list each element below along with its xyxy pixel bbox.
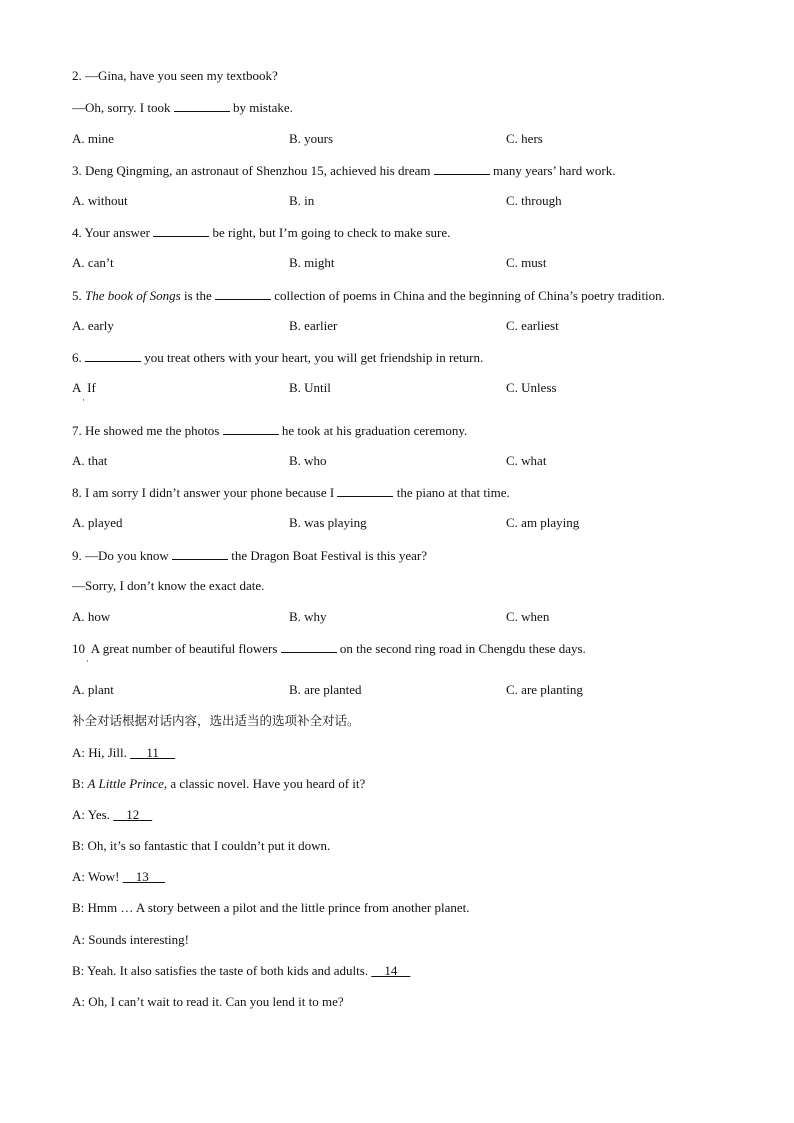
question-text-part: the piano at that time. — [393, 485, 510, 500]
option-b: B. might — [289, 255, 335, 270]
option-c: C. through — [506, 193, 562, 208]
option-b: B. why — [289, 609, 327, 624]
option-c: C. must — [506, 255, 547, 270]
dialogue-line — [72, 963, 410, 979]
dialogue-line: B: Hmm … A story between a pilot and the little prince from another planet. — [72, 900, 470, 915]
option-a: A. that — [72, 453, 108, 468]
question-6-text — [72, 349, 483, 366]
dialogue-line — [72, 869, 165, 885]
question-7-text — [72, 422, 467, 439]
option-a: A. early — [72, 318, 114, 333]
option-a: A. can’t — [72, 255, 114, 270]
dialogue-text: B: Yeah. It also satisfies the taste of both kids and adults. — [72, 963, 372, 978]
question-text-part: 6. — [72, 350, 85, 365]
dialogue-line: B: Oh, it’s so fantastic that I couldn’t put it down. — [72, 838, 331, 853]
question-text-part: 10 A great number of beautiful flowers — [72, 641, 281, 656]
question-text-part: collection of poems in China and the beginning of China’s poetry tradition. — [271, 288, 665, 303]
answer-blank — [434, 162, 490, 175]
question-10-text — [72, 640, 586, 657]
dialogue-text: , a classic novel. Have you heard of it? — [163, 776, 366, 791]
question-2-text: 2. —Gina, have you seen my textbook? — [72, 68, 278, 83]
option-c: C. are planting — [506, 682, 583, 697]
answer-blank — [85, 349, 141, 362]
option-c: C. what — [506, 453, 547, 468]
option-c: C. Unless — [506, 380, 557, 395]
option-a: A. played — [72, 515, 123, 530]
option-b: B. earlier — [289, 318, 338, 333]
dialogue-line — [72, 807, 152, 823]
option-b: B. are planted — [289, 682, 362, 697]
numbered-blank: 12 — [113, 807, 153, 822]
dialogue-line — [72, 776, 365, 792]
option-c: C. when — [506, 609, 550, 624]
book-title: A Little Prince — [87, 776, 164, 791]
question-9-reply: —Sorry, I don’t know the exact date. — [72, 578, 265, 593]
question-text-part: 8. I am sorry I didn’t answer your phone because I — [72, 485, 338, 500]
option-b: B. Until — [289, 380, 331, 395]
question-text-part: —Oh, sorry. I took — [72, 100, 174, 115]
option-b: B. in — [289, 193, 315, 208]
question-text-part: 9. —Do you know — [72, 548, 173, 563]
question-text-part: by mistake. — [229, 100, 293, 115]
answer-blank — [172, 547, 228, 560]
dialogue-text: A: Wow! — [72, 869, 123, 884]
answer-blank — [223, 422, 279, 435]
dialogue-text: A: Yes. — [72, 807, 114, 822]
stray-dot-mark: · — [82, 395, 85, 405]
question-4-text — [72, 224, 450, 241]
book-title: The book of Songs — [85, 288, 181, 303]
answer-blank — [153, 224, 209, 237]
question-text-part: he took at his graduation ceremony. — [278, 423, 468, 438]
question-text-part: 7. He showed me the photos — [72, 423, 223, 438]
question-text-part: 3. Deng Qingming, an astronaut of Shenzhou 15, achieved his dream — [72, 163, 434, 178]
speaker-label: B: — [72, 776, 88, 791]
option-a: A. mine — [72, 131, 114, 146]
answer-blank — [215, 287, 271, 300]
option-a: A. plant — [72, 682, 114, 697]
option-b: B. who — [289, 453, 327, 468]
numbered-blank: 13 — [122, 869, 165, 884]
question-text-part: 4. Your answer — [72, 225, 154, 240]
option-a: A. without — [72, 193, 128, 208]
question-text-part: be right, but I’m going to check to make sure. — [209, 225, 451, 240]
numbered-blank: 14 — [371, 963, 411, 978]
dialogue-text: A: Hi, Jill. — [72, 745, 131, 760]
dialogue-line — [72, 745, 175, 761]
question-9-text — [72, 547, 427, 564]
option-b: B. was playing — [289, 515, 367, 530]
question-8-text — [72, 484, 510, 501]
option-c: C. hers — [506, 131, 543, 146]
answer-blank — [174, 99, 230, 112]
stray-dot-mark: · — [86, 656, 89, 666]
question-text-part: is the — [180, 288, 216, 303]
question-text-part: on the second ring road in Chengdu these days. — [336, 641, 586, 656]
option-c: C. earliest — [506, 318, 559, 333]
answer-blank — [281, 640, 337, 653]
question-text-part: many years’ hard work. — [489, 163, 616, 178]
question-5-text — [72, 287, 665, 304]
question-text-part: you treat others with your heart, you will get friendship in return. — [141, 350, 484, 365]
section-heading: 补全对话根据对话内容，选出适当的选项补全对话。 — [72, 713, 360, 728]
option-c: C. am playing — [506, 515, 580, 530]
dialogue-line: A: Oh, I can’t wait to read it. Can you lend it to me? — [72, 994, 344, 1009]
question-number: 5. — [72, 288, 85, 303]
question-2-reply — [72, 99, 293, 116]
option-a: A. how — [72, 609, 111, 624]
answer-blank — [337, 484, 393, 497]
question-text-part: the Dragon Boat Festival is this year? — [228, 548, 427, 563]
option-b: B. yours — [289, 131, 334, 146]
numbered-blank: 11 — [130, 745, 176, 760]
option-a: A If — [72, 380, 96, 395]
dialogue-line: A: Sounds interesting! — [72, 932, 189, 947]
question-3-text — [72, 162, 616, 179]
